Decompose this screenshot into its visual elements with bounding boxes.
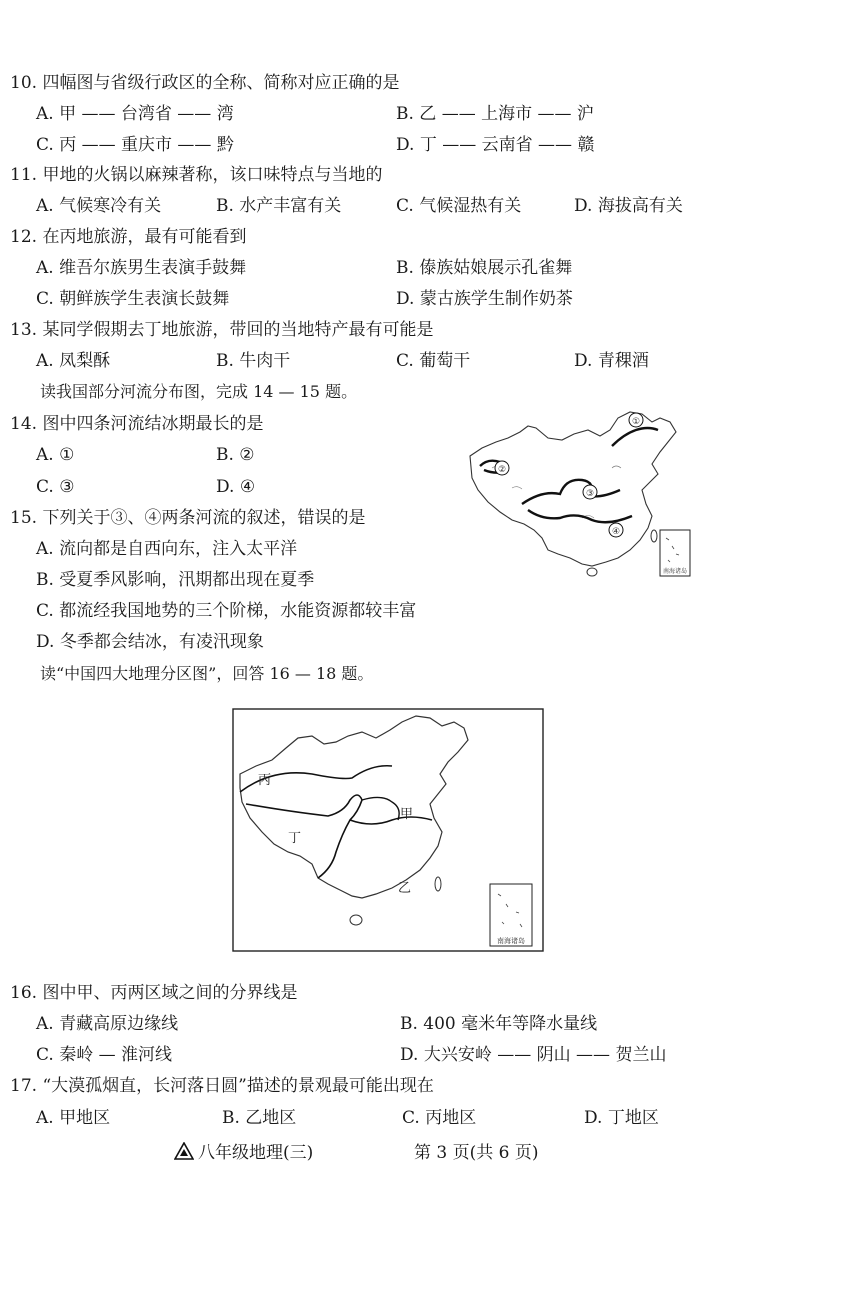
question-13-stem: 13. 某同学假期去丁地旅游，带回的当地特产最有可能是 (10, 320, 434, 340)
region-map (232, 708, 544, 952)
q10-option-a: A. 甲 —— 台湾省 —— 湾 (36, 104, 234, 124)
river-label-3: ③ (585, 489, 595, 499)
q12-option-b: B. 傣族姑娘展示孔雀舞 (396, 258, 573, 278)
q12-option-a: A. 维吾尔族男生表演手鼓舞 (36, 258, 247, 278)
river-4 (528, 510, 632, 522)
footer-subject: 八年级地理(三) (198, 1143, 314, 1163)
question-12-stem: 12. 在丙地旅游，最有可能看到 (10, 227, 247, 247)
rivers-intro: 读我国部分河流分布图，完成 14 — 15 题。 (40, 382, 358, 401)
q11-option-b: B. 水产丰富有关 (216, 196, 342, 216)
q14-option-d: D. ④ (216, 477, 256, 497)
question-10-stem: 10. 四幅图与省级行政区的全称、简称对应正确的是 (10, 73, 400, 93)
q17-option-d: D. 丁地区 (584, 1108, 659, 1128)
q17-option-c: C. 丙地区 (402, 1108, 477, 1128)
q10-option-d: D. 丁 —— 云南省 —— 赣 (396, 135, 595, 155)
q13-option-b: B. 牛肉干 (216, 351, 291, 371)
q15-option-c: C. 都流经我国地势的三个阶梯，水能资源都较丰富 (36, 601, 417, 621)
question-17-stem: 17. “大漠孤烟直，长河落日圆”描述的景观最可能出现在 (10, 1076, 434, 1096)
q11-option-a: A. 气候寒冷有关 (36, 196, 162, 216)
question-11-stem: 11. 甲地的火锅以麻辣著称，该口味特点与当地的 (10, 165, 383, 185)
regions-intro: 读“中国四大地理分区图”，回答 16 — 18 题。 (40, 664, 374, 683)
river-label-1: ① (631, 417, 641, 427)
q11-option-d: D. 海拔高有关 (574, 196, 683, 216)
q14-option-a: A. ① (36, 445, 75, 465)
q16-option-c: C. 秦岭 — 淮河线 (36, 1045, 173, 1065)
q13-option-c: C. 葡萄干 (396, 351, 471, 371)
q15-option-d: D. 冬季都会结冰，有凌汛现象 (36, 632, 264, 652)
q16-option-b: B. 400 毫米年等降水量线 (400, 1014, 598, 1034)
q17-option-a: A. 甲地区 (36, 1108, 111, 1128)
river-1 (612, 428, 658, 446)
q14-option-c: C. ③ (36, 477, 75, 497)
china-outline (470, 412, 676, 566)
q12-option-c: C. 朝鲜族学生表演长鼓舞 (36, 289, 230, 309)
q15-option-b: B. 受夏季风影响，汛期都出现在夏季 (36, 570, 315, 590)
q14-option-b: B. ② (216, 445, 255, 465)
q13-option-d: D. 青稞酒 (574, 351, 649, 371)
footer-page-number: 第 3 页(共 6 页) (414, 1143, 539, 1163)
q17-option-b: B. 乙地区 (222, 1108, 297, 1128)
question-14-stem: 14. 图中四条河流结冰期最长的是 (10, 414, 264, 434)
triangle-logo-icon (174, 1142, 194, 1160)
region-label-jia: 甲 (400, 807, 414, 822)
river-label-4: ④ (611, 527, 621, 537)
q10-option-b: B. 乙 —— 上海市 —— 沪 (396, 104, 594, 124)
q13-option-a: A. 凤梨酥 (36, 351, 111, 371)
q12-option-d: D. 蒙古族学生制作奶茶 (396, 289, 573, 309)
question-15-stem: 15. 下列关于③、④两条河流的叙述，错误的是 (10, 508, 366, 528)
river-inset-label: 南海诸岛 (662, 568, 688, 575)
q16-option-a: A. 青藏高原边缘线 (36, 1014, 179, 1034)
q15-option-a: A. 流向都是自西向东，注入太平洋 (36, 539, 298, 559)
region-label-bing: 丙 (258, 773, 272, 788)
q11-option-c: C. 气候湿热有关 (396, 196, 522, 216)
q16-option-d: D. 大兴安岭 —— 阴山 —— 贺兰山 (400, 1045, 667, 1065)
region-label-ding: 丁 (288, 831, 302, 846)
river-label-2: ② (497, 465, 507, 475)
region-inset-label: 南海诸岛 (497, 937, 525, 945)
region-label-yi: 乙 (398, 881, 412, 896)
question-16-stem: 16. 图中甲、丙两区域之间的分界线是 (10, 983, 298, 1003)
q10-option-c: C. 丙 —— 重庆市 —— 黔 (36, 135, 234, 155)
river-3 (522, 480, 620, 504)
river-map (462, 408, 694, 580)
